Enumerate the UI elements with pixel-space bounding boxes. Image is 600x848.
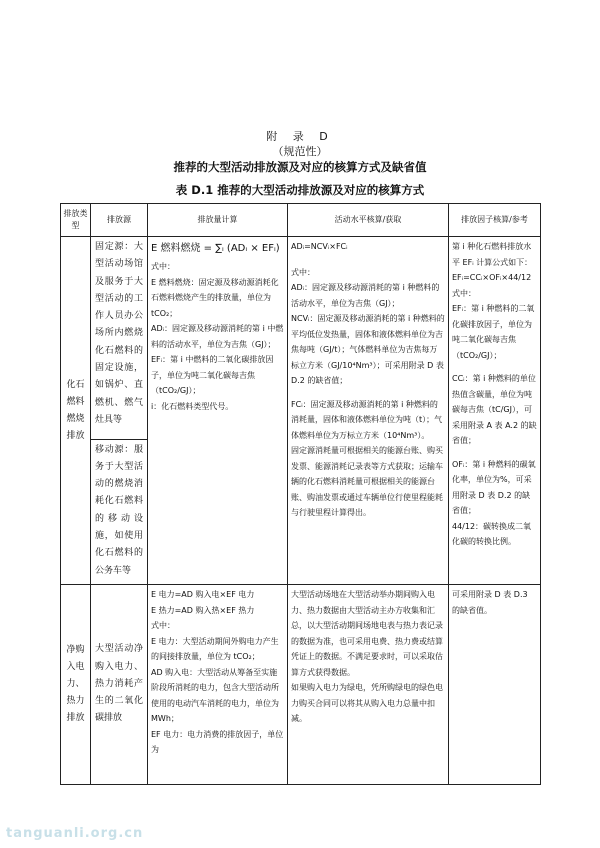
calc-text: ADᵢ：固定源及移动源消耗的第 i 中燃料的活动水平，单位为吉焦（GJ）；	[151, 324, 284, 349]
appendix-title: 推荐的大型活动排放源及对应的核算方式及缺省值	[173, 160, 427, 174]
table-header-row	[61, 204, 541, 237]
activity-text: ADᵢ：固定源及移动源消耗的第 i 种燃料的活动水平，单位为吉焦（GJ）；	[291, 283, 440, 308]
factor-purchased-power	[449, 585, 541, 785]
activity-text: 如果购入电力为绿电，凭所购绿电的绿色电力购买合同可以将其从购入电力总量中扣减。	[291, 683, 443, 723]
category-fossil-fuel: 化石燃料燃烧排放	[61, 237, 91, 585]
calc-fossil-fuel	[148, 237, 288, 585]
appendix-heading: 附 录 D	[266, 130, 334, 143]
factor-text: CCᵢ：第 i 种燃料的单位热值含碳量，单位为吨碳每吉焦（tC/GJ），可采用附录 A 表 A.2 的缺省值；	[452, 374, 537, 445]
formula-electricity: E 电力=AD 购入电×EF 电力	[151, 590, 255, 599]
calc-text: E 燃料燃烧：固定源及移动源消耗化石燃料燃烧产生的排放量，单位为 tCO₂；	[151, 277, 279, 318]
calc-purchased-power	[148, 585, 288, 785]
watermark: tanguanli.org.cn	[6, 826, 144, 841]
factor-fossil-fuel	[449, 237, 541, 585]
activity-text: FCᵢ：固定源及移动源消耗的第 i 种燃料的消耗量，固体和液体燃料单位为吨（t）；气体燃料单位为万标立方米（10⁴Nm³）。	[291, 399, 443, 440]
col-header-activity: 活动水平核算/获取	[288, 204, 449, 237]
formula-fuel-combustion: E 燃料燃烧 = ∑ᵢ (ADᵢ × EFᵢ)	[151, 243, 280, 254]
calc-text: EFᵢ：第 i 中燃料的二氧化碳排放因子，单位为吨二氧化碳每吉焦（tCO₂/GJ）；	[151, 355, 274, 395]
category-purchased-power: 净购入电力、热力排放	[61, 585, 91, 785]
calc-text: E 电力：大型活动期间外购电力产生的间接排放量，单位为 tCO₂；	[151, 636, 279, 661]
emission-table	[60, 203, 541, 785]
activity-text: 大型活动场地在大型活动举办期间购入电力、热力数据由大型活动主办方收集和汇总，以大型活动期间场地电表与热力表记录的数据为准，也可采用电费、热力费或结算凭证上的数据。不满足要求时，可以采取估算方式获得数据。	[291, 590, 443, 677]
activity-fossil-fuel	[288, 237, 449, 585]
factor-text: EFᵢ：第 i 种燃料的二氧化碳排放因子，单位为吨二氧化碳每吉焦（tCO₂/GJ）；	[452, 304, 535, 360]
activity-text: 式中：	[291, 267, 315, 277]
factor-text: 第 i 种化石燃料排放水平 EFᵢ 计算公式如下：	[452, 242, 533, 267]
activity-text: 固定源消耗量可根据相关的能源台账、购买发票、能源消耗记录表等方式获取；运输车辆的化石燃料消耗量可根据相关的能源台账、购油发票或通过车辆单位行使里程能耗与行驶里程计算得出。	[291, 446, 443, 517]
formula-heat: E 热力=AD 购入热×EF 热力	[151, 605, 255, 615]
source-purchased-power: 大型活动净购入电力、热力消耗产生的二氧化碳排放	[91, 585, 148, 785]
factor-text: 可采用附录 D 表 D.3 的缺省值。	[452, 590, 528, 615]
source-mobile: 移动源：服务于大型活动的燃烧消耗化石燃料的移动设施，如使用化石燃料的公务车等	[91, 439, 148, 584]
activity-purchased-power	[288, 585, 449, 785]
factor-text: OFᵢ：第 i 种燃料的碳氧化率，单位为%，可采用附录 D 表 D.2 的缺省值；	[452, 459, 536, 515]
calc-text: i：化石燃料类型代号。	[151, 401, 234, 411]
calc-text: AD 购入电：大型活动从筹备至实施阶段所消耗的电力，包含大型活动所使用的电动汽车消耗的电力，单位为 MWh；	[151, 667, 279, 723]
formula-activity: ADᵢ=NCVᵢ×FCᵢ	[291, 242, 348, 251]
factor-text: 式中：	[452, 288, 476, 298]
col-header-factor: 排放因子核算/参考	[449, 204, 541, 237]
calc-text: EF 电力：电力消费的排放因子，单位为	[151, 729, 284, 754]
col-header-source: 排放源	[91, 204, 148, 237]
table-row	[61, 237, 541, 440]
table-row	[61, 585, 541, 785]
source-stationary: 固定源：大型活动场馆及服务于大型活动的工作人员办公场所内燃烧化石燃料的固定设施，如锅炉、直燃机、燃气灶具等	[91, 237, 148, 440]
formula-factor: EFᵢ=CCᵢ×OFᵢ×44/12	[452, 273, 532, 282]
appendix-nature: （规范性）	[272, 145, 328, 158]
activity-text: NCVᵢ：固定源及移动源消耗的第 i 种燃料的平均低位发热量，固体和液体燃料单位为吉焦每吨（GJ/t）；气体燃料单位为吉焦每万标立方米（GJ/10⁴Nm³）；可采用附录 D 表 D.2 的缺省值；	[291, 314, 445, 385]
calc-text: 式中：	[151, 262, 175, 271]
col-header-type: 排放类型	[61, 204, 91, 237]
table-caption: 表 D.1 推荐的大型活动排放源及对应的核算方式	[175, 183, 425, 197]
factor-text: 44/12：碳转换成二氧化碳的转换比例。	[452, 521, 532, 546]
col-header-calc: 排放量计算	[148, 204, 288, 237]
calc-text: 式中：	[151, 621, 175, 630]
